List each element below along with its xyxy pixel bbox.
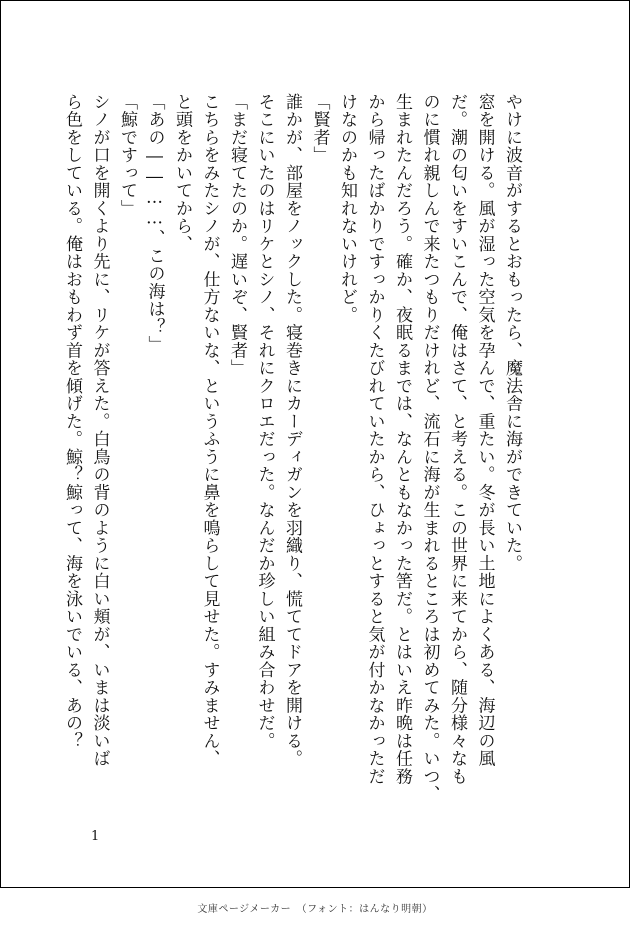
text-line-10: そこにいたのはリケとシノ、それにクロエだった。なんだか珍しい組み合わせだ。 bbox=[254, 93, 275, 750]
text-line-14: 「あの――……、この海は？」 bbox=[144, 93, 165, 354]
text-line-3: だ。潮の匂いをすいこんで、俺はさて、と考える。この世界に来てから、随分様々なも bbox=[447, 93, 467, 786]
text-line-8: 「賢者」 bbox=[309, 93, 330, 164]
text-line-7: けなのかも知れないけれど。 bbox=[337, 93, 357, 324]
text-line-11: 「まだ寝てたのか。遅いぞ、賢者」 bbox=[227, 93, 247, 377]
text-line-17: ら色をしている。俺はおもわず首を傾げた。鯨？鯨って、海を泳いでいる、あの？ bbox=[62, 93, 82, 750]
text-line-13: と頭をかいてから、 bbox=[172, 93, 192, 253]
footer-credit: 文庫ページメーカー （フォント：はんなり明朝） bbox=[197, 904, 433, 915]
text-line-12: こちらをみたシノが、仕方ないな、というふうに鼻を鳴らして見せた。すみません、 bbox=[199, 93, 220, 768]
text-line-1: やけに波音がするとおもったら、魔法舎に海ができていた。 bbox=[502, 93, 522, 573]
text-line-5: 生まれたんだろう。確か、夜眠るまでは、なんともなかった筈だ。とはいえ昨晩は任務 bbox=[392, 93, 412, 786]
text-line-16: シノが口を開くより先に、リケが答えた。白鳥の背のように白い頬が、いまは淡いば bbox=[89, 93, 110, 768]
page-number: 1 bbox=[91, 829, 100, 844]
text-line-9: 誰かが、部屋をノックした。寝巻きにカーディガンを羽織り、慌ててドアを開ける。 bbox=[282, 93, 302, 768]
text-line-2: 窓を開ける。風が湿った空気を孕んで、重たい。冬が長い土地によくある、海辺の風 bbox=[474, 93, 495, 768]
text-line-4: のに慣れ親しんで来たつもりだけれど、流石に海が生まれるところは初めてみた。いつ、 bbox=[419, 93, 440, 803]
vertical-text-block bbox=[58, 93, 526, 823]
text-line-15: 「鯨ですって」 bbox=[117, 93, 137, 218]
text-line-6: から帰ったばかりですっかりくたびれていたから、ひょっとすると気が付かなかっただ bbox=[364, 93, 385, 786]
